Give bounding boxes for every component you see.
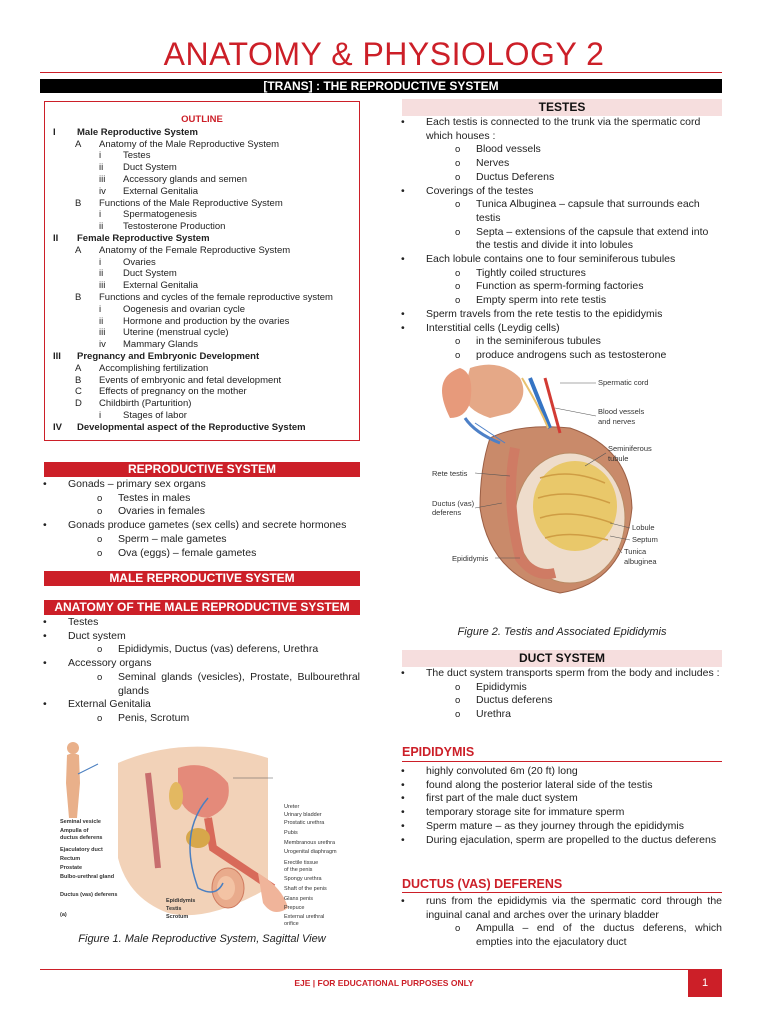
outline-subitem [53, 316, 351, 328]
outline-section [53, 233, 351, 245]
outline-subitem-label: Oogenesis and ovarian cycle [123, 303, 245, 315]
sub-bullet-item: o Penis, Scrotum [68, 712, 360, 726]
fig2-label-lobule: Lobule [632, 523, 655, 532]
outline-item-letter: B [75, 197, 82, 209]
outline-subitem-number: ii [99, 268, 104, 280]
outline-item [53, 363, 351, 375]
sub-list [426, 922, 722, 949]
sub-list [426, 198, 722, 253]
fig2-label-blood-vessels: Blood vessels [598, 407, 645, 416]
fig1-label-bottom: Scrotum [166, 914, 189, 920]
bullet-text: runs from the epididymis via the spermatic cord through the inguinal canal and arches over the urinary bladder [426, 895, 722, 921]
outline-subitem-number: i [99, 209, 102, 221]
bullet-text: temporary storage site for immature sperm [426, 806, 625, 819]
ductus-divider [402, 892, 722, 893]
outline-subitem-number: iv [99, 339, 106, 351]
bullet-item [398, 895, 722, 950]
sub-list [68, 671, 360, 698]
bullet-item [398, 116, 722, 185]
fig1-label-left: Bulbo-urethral gland [60, 874, 115, 880]
outline-item-label: Functions of the Male Reproductive System [99, 197, 283, 209]
trans-banner: [TRANS] : THE REPRODUCTIVE SYSTEM [40, 79, 722, 93]
outline-section-number: II [53, 232, 59, 244]
outline-subitem [53, 268, 351, 280]
outline-item [53, 398, 351, 410]
outline-item-letter: B [75, 291, 82, 303]
sub-bullet-item: o Ova (eggs) – female gametes [68, 547, 360, 561]
bullet-text: Each lobule contains one to four seminiferous tubules [426, 253, 676, 266]
fig1-label-right: Urogenital diaphragm [284, 849, 337, 855]
outline-item [53, 198, 351, 210]
fig2-label-tunica: albuginea [624, 557, 657, 566]
outline-subitem-label: Stages of labor [123, 409, 187, 421]
outline-subitem [53, 150, 351, 162]
fig1-label-right: Erectile tissue [284, 860, 319, 866]
sub-bullet-item: o Epididymis [426, 681, 722, 695]
outline-item-letter: A [75, 362, 82, 374]
fig1-label-right: Shaft of the penis [284, 886, 327, 892]
bullet-text: Duct system [68, 629, 126, 642]
sub-list [426, 681, 722, 722]
fig1-label-right: Spongy urethra [284, 876, 322, 882]
sub-bullet-item: o in the seminiferous tubules [426, 335, 722, 349]
outline-list [53, 127, 351, 434]
bullet-item [398, 322, 722, 363]
outline-subitem-label: Duct System [123, 162, 177, 174]
bullet-item [40, 478, 360, 519]
outline-section-label: Female Reproductive System [77, 232, 210, 244]
sub-bullet-item: o Epididymis, Ductus (vas) deferens, Urethra [68, 643, 360, 657]
outline-subitem [53, 304, 351, 316]
outline-subitem-number: i [99, 409, 102, 421]
outline-subitem-number: i [99, 150, 102, 162]
figure1-caption: Figure 1. Male Reproductive System, Sagittal View [78, 933, 326, 945]
outline-item-letter: D [75, 398, 82, 410]
duct-section [398, 667, 722, 722]
outline-item [53, 245, 351, 257]
sub-bullet-item: o Function as sperm-forming factories [426, 280, 722, 294]
bullet-item [398, 765, 722, 779]
fig2-label-blood-vessels: and nerves [598, 417, 636, 426]
outline-subitem-label: Accessory glands and semen [123, 173, 248, 185]
outline-subitem [53, 186, 351, 198]
bullet-text: Each testis is connected to the trunk via the spermatic cord which houses : [426, 116, 701, 142]
sub-bullet-item: o produce androgens such as testosterone [426, 349, 722, 363]
epididymis-section [398, 765, 722, 847]
outline-subitem-number: iv [99, 185, 106, 197]
fig1-label-left: Ductus (vas) deferens [60, 892, 118, 898]
male-anatomy-section [40, 616, 360, 726]
ductus-heading: DUCTUS (VAS) DEFERENS [402, 877, 563, 891]
male-anatomy-heading: ANATOMY OF THE MALE REPRODUCTIVE SYSTEM [44, 600, 360, 615]
bullet-text: first part of the male duct system [426, 792, 578, 805]
fig2-label-ductus: deferens [432, 508, 462, 517]
sub-bullet-item: o Tunica Albuginea – capsule that surrounds each testis [426, 198, 722, 225]
outline-section [53, 351, 351, 363]
reproductive-list [40, 478, 360, 560]
outline-section-label: Male Reproductive System [77, 126, 198, 138]
fig1-label-right: External urethral [284, 914, 325, 920]
sub-bullet-item: o Nerves [426, 157, 722, 171]
bullet-item [398, 779, 722, 793]
outline-subitem [53, 339, 351, 351]
bullet-text: Interstitial cells (Leydig cells) [426, 321, 560, 334]
sub-list [68, 492, 360, 519]
outline-title: OUTLINE [181, 114, 223, 125]
footer-text: EJE | FOR EDUCATIONAL PURPOSES ONLY [294, 978, 474, 988]
outline-subitem-label: Spermatogenesis [123, 209, 197, 221]
fig2-label-rete-testis: Rete testis [432, 469, 468, 478]
fig2-label-septum: Septum [632, 535, 658, 544]
bullet-text: External Genitalia [68, 698, 151, 711]
footer-divider [40, 969, 722, 970]
outline-subitem-number: ii [99, 221, 104, 233]
sub-bullet-item: o Ampulla – end of the ductus deferens, which empties into the ejaculatory duct [426, 922, 722, 949]
outline-subitem-number: i [99, 303, 102, 315]
sub-bullet-item: o Urethra [426, 708, 722, 722]
bullet-item [40, 616, 360, 630]
outline-section-number: III [53, 350, 61, 362]
bullet-item [40, 698, 360, 725]
bullet-text: During ejaculation, sperm are propelled to the ductus deferens [426, 833, 717, 846]
fig1-label-right: orifice [284, 921, 299, 927]
outline-subitem-number: i [99, 256, 102, 268]
outline-subitem-label: Testosterone Production [123, 221, 226, 233]
fig1-label-left: Ejaculatory duct [60, 847, 103, 853]
sub-bullet-item: o Septa – extensions of the capsule that extend into the testis and divide it into lobules [426, 226, 722, 253]
outline-box [44, 101, 360, 441]
outline-subitem [53, 410, 351, 422]
sub-list [426, 143, 722, 184]
outline-subitem-label: Uterine (menstrual cycle) [123, 327, 229, 339]
outline-section [53, 127, 351, 139]
outline-subitem [53, 162, 351, 174]
outline-subitem [53, 327, 351, 339]
outline-item-label: Functions and cycles of the female reproductive system [99, 291, 333, 303]
fig1-label-right: Pubis [284, 830, 298, 836]
ductus-section [398, 895, 722, 950]
outline-subitem-label: External Genitalia [123, 280, 198, 292]
outline-item-label: Anatomy of the Male Reproductive System [99, 138, 280, 150]
outline-subitem-number: ii [99, 315, 104, 327]
outline-item-label: Anatomy of the Female Reproductive System [99, 244, 291, 256]
outline-subitem [53, 280, 351, 292]
outline-subitem-label: Testes [123, 150, 151, 162]
fig1-label-left: ductus deferens [60, 835, 103, 841]
sub-bullet-item: o Ductus deferens [426, 694, 722, 708]
fig1-label-right: Urinary bladder [284, 812, 322, 818]
bullet-item [398, 820, 722, 834]
outline-item-label: Childbirth (Parturition) [99, 398, 192, 410]
fig1-label-left: Prostate [60, 865, 83, 871]
bullet-text: Testes [68, 616, 99, 628]
testes-list [398, 116, 722, 363]
outline-item-letter: B [75, 374, 82, 386]
fig2-label-tunica: Tunica [624, 547, 647, 556]
sub-list [426, 267, 722, 308]
bullet-item [398, 308, 722, 322]
sub-bullet-item: o Seminal glands (vesicles), Prostate, Bulbourethral glands [68, 671, 360, 698]
fig1-label-right: Glans penis [284, 896, 314, 902]
epididymis-list [398, 765, 722, 847]
fig2-label-seminiferous: Seminiferous [608, 444, 652, 453]
bullet-item [398, 667, 722, 722]
outline-subitem-number: ii [99, 162, 104, 174]
outline-subitem [53, 257, 351, 269]
male-heading: MALE REPRODUCTIVE SYSTEM [44, 571, 360, 586]
reproductive-section [40, 478, 360, 560]
fig1-label-left: (a) [60, 912, 67, 918]
bullet-text: Sperm travels from the rete testis to the epididymis [426, 307, 663, 320]
testes-heading: TESTES [402, 99, 722, 116]
bullet-item [398, 185, 722, 254]
fig1-label-left: Ampulla of [60, 828, 89, 834]
ductus-list [398, 895, 722, 950]
reproductive-heading: REPRODUCTIVE SYSTEM [44, 462, 360, 477]
outline-subitem-label: Mammary Glands [123, 339, 198, 351]
fig1-label-bottom: Epididymis [166, 898, 196, 904]
outline-section-number: IV [53, 421, 62, 433]
figure2-illustration [420, 358, 720, 620]
bullet-text: highly convoluted 6m (20 ft) long [426, 765, 578, 777]
fig1-label-left: Rectum [60, 856, 81, 862]
sub-bullet-item: o Empty sperm into rete testis [426, 294, 722, 308]
bullet-text: found along the posterior lateral side of the testis [426, 778, 653, 791]
outline-subitem-label: Ovaries [123, 256, 156, 268]
outline-item-label: Accomplishing fertilization [99, 362, 209, 374]
outline-subitem-label: Hormone and production by the ovaries [123, 315, 290, 327]
outline-item-label: Effects of pregnancy on the mother [99, 386, 247, 398]
bullet-text: Sperm mature – as they journey through the epididymis [426, 819, 684, 832]
bullet-item [398, 792, 722, 806]
fig1-label-right: Prepuce [284, 905, 305, 911]
outline-section-label: Pregnancy and Embryonic Development [77, 350, 260, 362]
outline-item-letter: A [75, 138, 82, 150]
outline-section-label: Developmental aspect of the Reproductive System [77, 421, 306, 433]
outline-item-letter: C [75, 386, 82, 398]
fig2-label-spermatic-cord: Spermatic cord [598, 378, 649, 387]
outline-subitem-label: External Genitalia [123, 185, 198, 197]
fig1-label-bottom: Testis [166, 906, 182, 912]
bullet-text: The duct system transports sperm from the body and includes : [426, 667, 720, 679]
outline-subitem-number: iii [99, 173, 106, 185]
bullet-text: Accessory organs [68, 657, 152, 670]
fig2-label-seminiferous: tubule [608, 454, 629, 463]
sub-bullet-item: o Ductus Deferens [426, 171, 722, 185]
sub-list [68, 643, 360, 657]
fig2-label-epididymis: Epididymis [452, 554, 489, 563]
figure2-caption: Figure 2. Testis and Associated Epididymis [457, 626, 667, 638]
outline-item [53, 139, 351, 151]
sub-bullet-item: o Blood vessels [426, 143, 722, 157]
epididymis-divider [402, 761, 722, 762]
title-divider [40, 72, 722, 73]
epididymis-heading: EPIDIDYMIS [402, 745, 475, 759]
duct-list [398, 667, 722, 722]
bullet-item [40, 630, 360, 657]
outline-subitem-label: Duct System [123, 268, 177, 280]
sub-bullet-item: o Tightly coiled structures [426, 267, 722, 281]
outline-subitem [53, 221, 351, 233]
outline-subitem [53, 209, 351, 221]
outline-subitem-number: iii [99, 280, 106, 292]
outline-item-label: Events of embryonic and fetal development [99, 374, 282, 386]
fig2-label-ductus: Ductus (vas) [432, 499, 475, 508]
bullet-text: Coverings of the testes [426, 184, 534, 197]
outline-item [53, 292, 351, 304]
fig1-label-right: Ureter [284, 804, 300, 810]
bullet-text: Gonads produce gametes (sex cells) and secrete hormones [68, 519, 347, 532]
outline-section-number: I [53, 126, 56, 138]
sub-list [68, 533, 360, 560]
outline-item [53, 386, 351, 398]
fig1-label-right: Prostatic urethra [284, 820, 325, 826]
sub-bullet-item: o Sperm – male gametes [68, 533, 360, 547]
fig1-label-left: Seminal vesicle [60, 819, 101, 825]
testes-section [398, 116, 722, 363]
fig1-label-right: of the penis [284, 867, 313, 873]
bullet-item [40, 519, 360, 560]
page-number: 1 [688, 969, 722, 997]
duct-heading: DUCT SYSTEM [402, 650, 722, 667]
bullet-item [398, 834, 722, 848]
sub-list [68, 712, 360, 726]
outline-subitem-number: iii [99, 327, 106, 339]
sub-bullet-item: o Ovaries in females [68, 505, 360, 519]
bullet-item [40, 657, 360, 698]
bullet-item [398, 253, 722, 308]
outline-subitem [53, 174, 351, 186]
fig1-label-right: Membranous urethra [284, 840, 336, 846]
male-anatomy-list [40, 616, 360, 726]
outline-section [53, 422, 351, 434]
page-title: ANATOMY & PHYSIOLOGY 2 [163, 36, 605, 72]
outline-item-letter: A [75, 244, 82, 256]
figure1-illustration [58, 738, 358, 930]
sub-bullet-item: o Testes in males [68, 492, 360, 506]
bullet-item [398, 806, 722, 820]
outline-item [53, 375, 351, 387]
bullet-text: Gonads – primary sex organs [68, 478, 206, 490]
